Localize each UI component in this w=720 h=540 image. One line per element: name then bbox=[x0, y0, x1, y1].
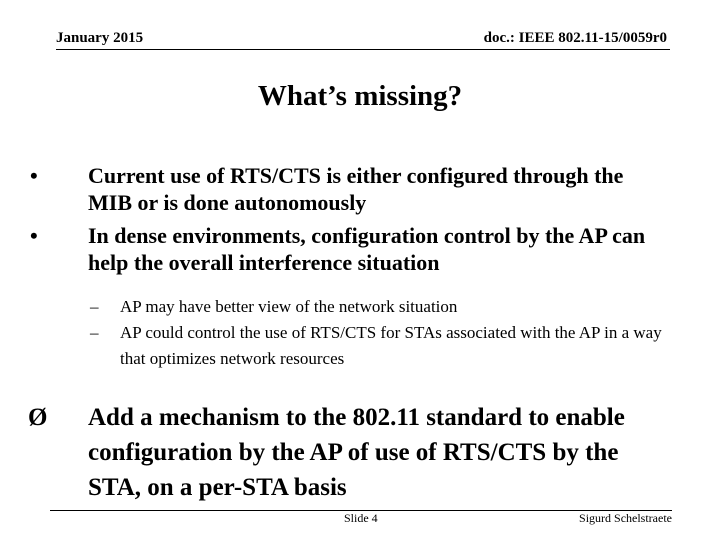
header-doc-id: doc.: IEEE 802.11-15/0059r0 bbox=[483, 30, 667, 46]
header-date: January 2015 bbox=[56, 30, 144, 46]
sub-bullet-item bbox=[30, 320, 670, 372]
header-divider bbox=[56, 49, 670, 50]
bullet-marker: • bbox=[30, 223, 38, 248]
bullet-item bbox=[30, 222, 670, 276]
arrow-bullet-icon: Ø bbox=[28, 404, 48, 431]
bullet-list bbox=[30, 162, 670, 372]
sub-bullet-marker: – bbox=[90, 297, 99, 316]
sub-bullet-item bbox=[30, 294, 670, 320]
sub-bullet-list bbox=[30, 294, 670, 372]
bullet-text: In dense environments, configuration control by the AP can help the overall interference situation bbox=[88, 223, 646, 275]
sub-bullet-text: AP could control the use of RTS/CTS for STAs associated with the AP in a way that optimizes network resources bbox=[120, 323, 662, 368]
slide-title: What’s missing? bbox=[257, 80, 463, 112]
conclusion-block bbox=[28, 400, 668, 505]
footer-author: Sigurd Schelstraete bbox=[579, 511, 672, 525]
bullet-item bbox=[30, 162, 670, 216]
footer-slide-number: Slide 4 bbox=[344, 511, 378, 525]
bullet-text: Current use of RTS/CTS is either configured through the MIB or is done autonomously bbox=[88, 163, 624, 215]
bullet-marker: • bbox=[30, 163, 38, 188]
conclusion-text: Add a mechanism to the 802.11 standard to enable configuration by the AP of use of RTS/CTS by the STA, on a per-STA basis bbox=[88, 404, 625, 501]
sub-bullet-text: AP may have better view of the network situation bbox=[120, 297, 458, 316]
conclusion-item bbox=[28, 400, 668, 505]
sub-bullet-marker: – bbox=[90, 323, 99, 342]
